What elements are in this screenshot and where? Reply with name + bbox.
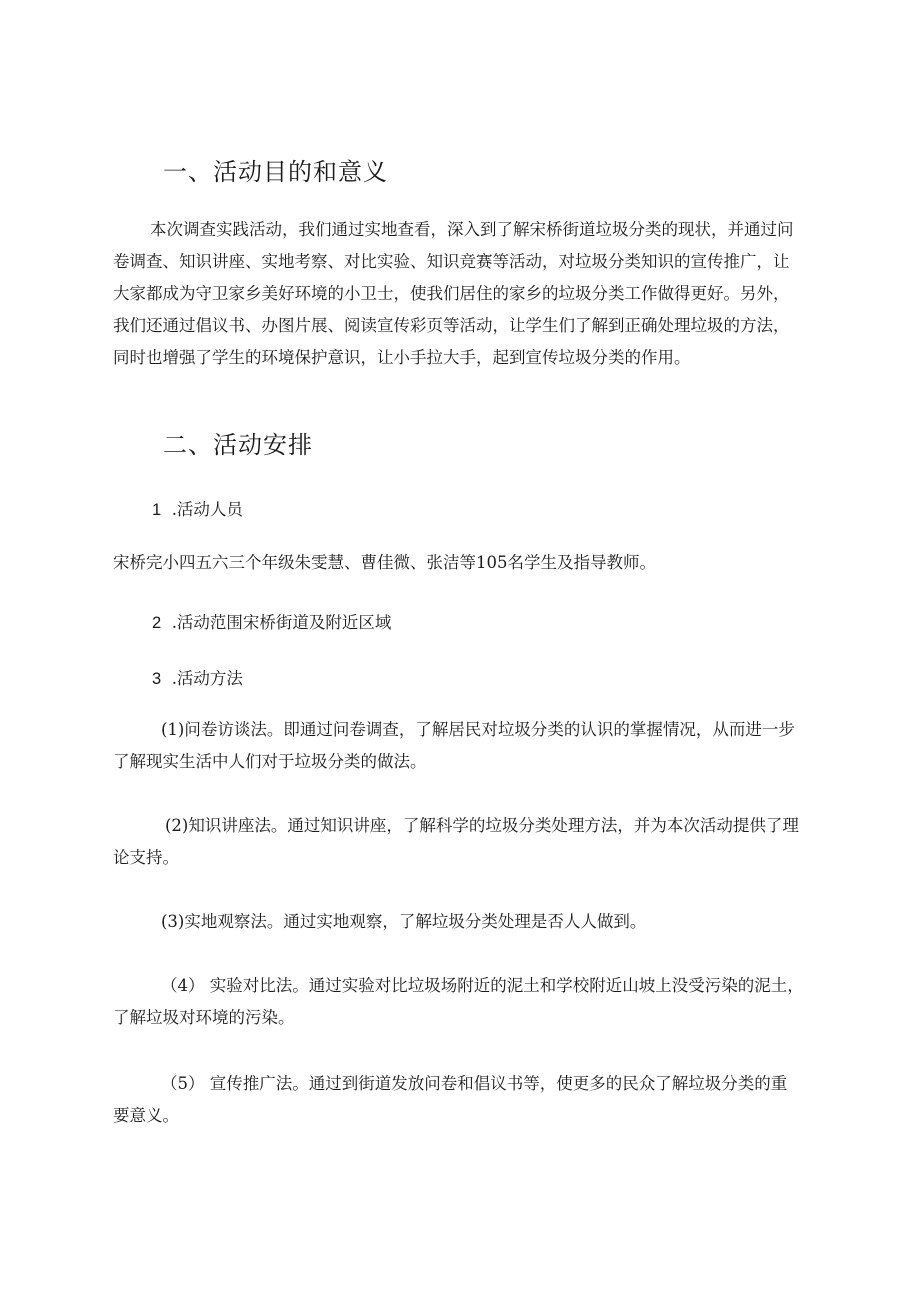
method-lecture bbox=[113, 810, 823, 874]
method-line: （5） 宣传推广法。通过到街道发放问卷和倡议书等，使更多的民众了解垃圾分类的重 bbox=[161, 1074, 788, 1093]
item-label: .活动方法 bbox=[171, 669, 243, 688]
list-item-methods bbox=[152, 665, 243, 689]
method-line: (3)实地观察法。通过实地观察，了解垃圾分类处理是否人人做到。 bbox=[161, 912, 647, 931]
method-experiment bbox=[113, 970, 823, 1034]
paragraph-line: 本次调查实践活动，我们通过实地查看，深入到了解宋桥街道垃圾分类的现状，并通过问 bbox=[150, 220, 794, 239]
method-promotion bbox=[113, 1068, 823, 1132]
item-number: 3 bbox=[152, 670, 162, 688]
item-label: .活动人员 bbox=[171, 500, 243, 519]
method-line: 了解现实生活中人们对于垃圾分类的做法。 bbox=[113, 752, 427, 771]
paragraph-line: 大家都成为守卫家乡美好环境的小卫士，使我们居住的家乡的垃圾分类工作做得更好。另外， bbox=[113, 284, 790, 303]
method-observation bbox=[113, 906, 823, 938]
item-number: 1 bbox=[152, 501, 162, 519]
method-line: 了解垃圾对环境的污染。 bbox=[113, 1008, 295, 1027]
participants-text: 宋桥完小四五六三个年级朱雯慧、曹佳微、张洁等105名学生及指导教师。 bbox=[113, 553, 656, 572]
list-item-participants bbox=[152, 496, 243, 520]
item-number: 2 bbox=[152, 614, 162, 632]
purpose-paragraph bbox=[113, 214, 823, 374]
method-questionnaire bbox=[113, 714, 823, 778]
method-line: （4） 实验对比法。通过实验对比垃圾场附近的泥土和学校附近山坡上没受污染的泥土， bbox=[161, 976, 804, 995]
method-line: 要意义。 bbox=[113, 1106, 179, 1125]
method-line: 论支持。 bbox=[113, 848, 179, 867]
section-heading-purpose: 一、活动目的和意义 bbox=[163, 158, 388, 186]
paragraph-line: 同时也增强了学生的环境保护意识，让小手拉大手，起到宣传垃圾分类的作用。 bbox=[113, 348, 691, 367]
item-label: .活动范围宋桥街道及附近区域 bbox=[171, 613, 392, 632]
section-heading-arrangement: 二、活动安排 bbox=[163, 431, 313, 459]
method-line: (2)知识讲座法。通过知识讲座，了解科学的垃圾分类处理方法，并为本次活动提供了理 bbox=[165, 816, 799, 835]
paragraph-line: 我们还通过倡议书、办图片展、阅读宣传彩页等活动，让学生们了解到正确处理垃圾的方法， bbox=[113, 316, 790, 335]
list-item-scope bbox=[152, 609, 391, 633]
method-line: (1)问卷访谈法。即通过问卷调查，了解居民对垃圾分类的认识的掌握情况，从而进一步 bbox=[161, 720, 795, 739]
paragraph-line: 卷调查、知识讲座、实地考察、对比实验、知识竞赛等活动，对垃圾分类知识的宣传推广，让 bbox=[113, 252, 790, 271]
